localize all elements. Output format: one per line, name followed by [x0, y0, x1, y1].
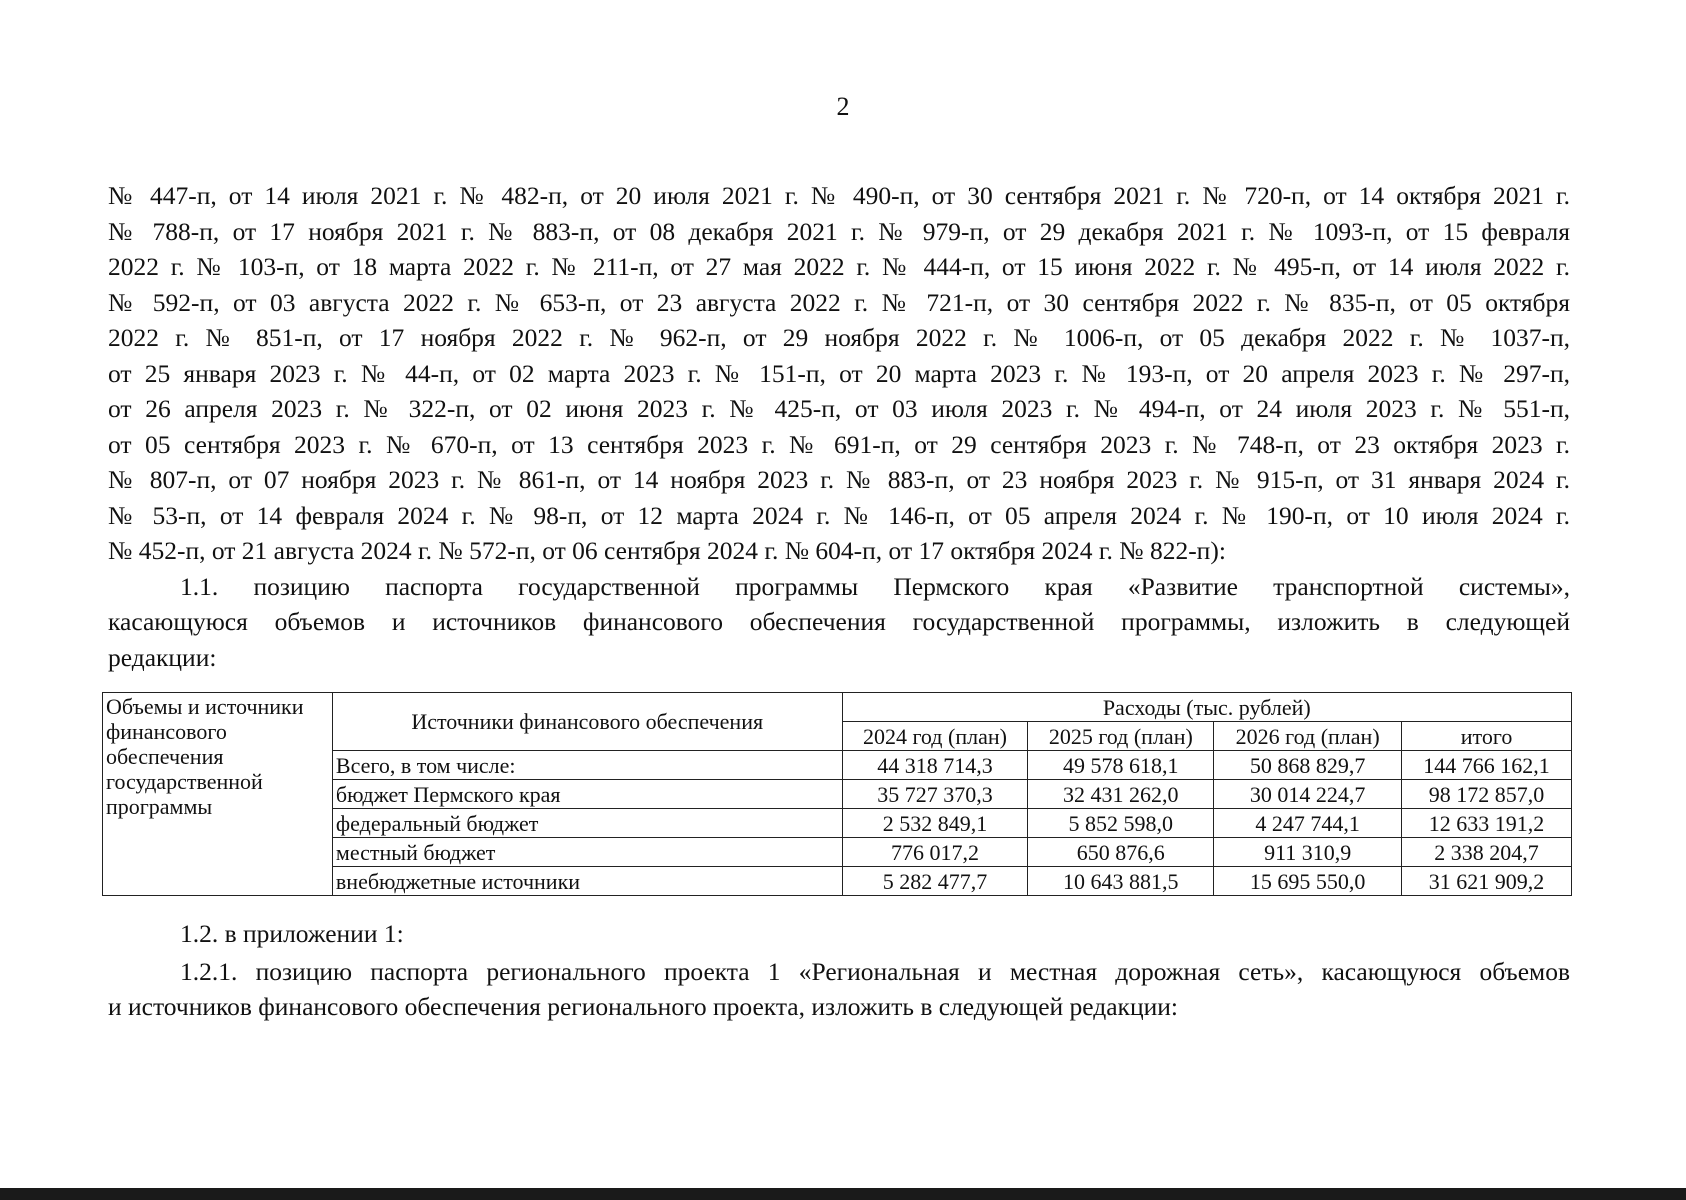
source-name: Всего, в том числе: — [332, 751, 842, 780]
total-cell: 98 172 857,0 — [1402, 780, 1572, 809]
value-cell: 49 578 618,1 — [1028, 751, 1214, 780]
value-cell: 4 247 744,1 — [1214, 809, 1402, 838]
value-cell: 5 282 477,7 — [842, 867, 1028, 896]
item-1-2-1-paragraph — [108, 954, 1570, 1025]
total-cell: 144 766 162,1 — [1402, 751, 1572, 780]
value-cell: 5 852 598,0 — [1028, 809, 1214, 838]
value-cell: 35 727 370,3 — [842, 780, 1028, 809]
value-cell: 10 643 881,5 — [1028, 867, 1214, 896]
source-name: местный бюджет — [332, 838, 842, 867]
year-header: 2025 год (план) — [1028, 722, 1214, 751]
table-header-row — [103, 693, 1572, 722]
value-cell: 15 695 550,0 — [1214, 867, 1402, 896]
paragraph-line: № 447-п, от 14 июля 2021 г. № 482-п, от 20 июля 2021 г. № 490-п, от 30 сентября 2021 г. № 720-п, от 14 октября 2021 г. — [108, 181, 1570, 210]
value-cell: 650 876,6 — [1028, 838, 1214, 867]
paragraph-line: и источников финансового обеспечения регионального проекта, изложить в следующей редакции: — [108, 992, 1178, 1021]
value-cell: 50 868 829,7 — [1214, 751, 1402, 780]
total-header: итого — [1402, 722, 1572, 751]
paragraph-line: от 25 января 2023 г. № 44-п, от 02 марта 2023 г. № 151-п, от 20 марта 2023 г. № 193-п, от 20 апреля 2023 г. № 297-п, — [108, 358, 1570, 388]
value-cell: 776 017,2 — [842, 838, 1028, 867]
total-cell: 12 633 191,2 — [1402, 809, 1572, 838]
paragraph-line: от 05 сентября 2023 г. № 670-п, от 13 сентября 2023 г. № 691-п, от 29 сентября 2023 г. № 748-п, от 23 октября 2023 г. — [108, 429, 1570, 459]
total-cell: 31 621 909,2 — [1402, 867, 1572, 896]
paragraph-line: 2022 г. № 103-п, от 18 марта 2022 г. № 211-п, от 27 мая 2022 г. № 444-п, от 15 июня 2022 г. № 495-п, от 14 июля 2022 г. — [108, 252, 1570, 281]
paragraph-line: № 452-п, от 21 августа 2024 г. № 572-п, от 06 сентября 2024 г. № 604-п, от 17 октября 2024 г. № 822-п): — [108, 536, 1226, 565]
appendix-section — [108, 916, 1570, 1025]
paragraph-line: № 807-п, от 07 ноября 2023 г. № 861-п, от 14 ноября 2023 г. № 883-п, от 23 ноября 2023 г. № 915-п, от 31 января 2024 г. — [108, 465, 1570, 494]
paragraph-line: от 26 апреля 2023 г. № 322-п, от 02 июня 2023 г. № 425-п, от 03 июля 2023 г. № 494-п, от 24 июля 2023 г. № 551-п, — [108, 394, 1570, 423]
scan-edge-bar — [0, 1188, 1686, 1200]
paragraph-line: № 788-п, от 17 ноября 2021 г. № 883-п, от 08 декабря 2021 г. № 979-п, от 29 декабря 2021 г. № 1093-п, от 15 февраля — [108, 216, 1570, 246]
paragraph-line: 2022 г. № 851-п, от 17 ноября 2022 г. № 962-п, от 29 ноября 2022 г. № 1006-п, от 05 декабря 2022 г. № 1037-п, — [108, 323, 1570, 352]
paragraph-line: 1.1. позицию паспорта государственной программы Пермского края «Развитие транспортной системы», — [180, 571, 1570, 601]
source-name: бюджет Пермского края — [332, 780, 842, 809]
source-name: федеральный бюджет — [332, 809, 842, 838]
paragraph-line: 1.2. в приложении 1: — [180, 919, 404, 948]
paragraph-line: № 53-п, от 14 февраля 2024 г. № 98-п, от 12 марта 2024 г. № 146-п, от 05 апреля 2024 г. № 190-п, от 10 июля 2024 г. — [108, 500, 1570, 530]
value-cell: 30 014 224,7 — [1214, 780, 1402, 809]
year-header: 2026 год (план) — [1214, 722, 1402, 751]
paragraph-line: касающуюся объемов и источников финансового обеспечения государственной программы, изложить в следующей — [108, 607, 1570, 636]
expenses-header: Расходы (тыс. рублей) — [842, 693, 1571, 722]
table-label-cell: Объемы и источники финансового обеспечения государственной программы — [103, 693, 333, 896]
financing-table — [102, 692, 1572, 896]
paragraph-line: № 592-п, от 03 августа 2022 г. № 653-п, от 23 августа 2022 г. № 721-п, от 30 сентября 2022 г. № 835-п, от 05 октября — [108, 287, 1570, 317]
source-name: внебюджетные источники — [332, 867, 842, 896]
item-1-1-paragraph — [108, 569, 1570, 676]
amendments-list-paragraph — [108, 178, 1570, 569]
year-header: 2024 год (план) — [842, 722, 1028, 751]
paragraph-line: 1.2.1. позицию паспорта регионального проекта 1 «Региональная и местная дорожная сеть», касающуюся объемов — [180, 956, 1570, 986]
page-number: 2 — [836, 92, 850, 121]
paragraph-line: редакции: — [108, 642, 217, 672]
value-cell: 911 310,9 — [1214, 838, 1402, 867]
total-cell: 2 338 204,7 — [1402, 838, 1572, 867]
document-body — [108, 178, 1570, 675]
value-cell: 44 318 714,3 — [842, 751, 1028, 780]
item-1-2-paragraph — [108, 916, 1570, 952]
value-cell: 32 431 262,0 — [1028, 780, 1214, 809]
value-cell: 2 532 849,1 — [842, 809, 1028, 838]
sources-header: Источники финансового обеспечения — [332, 693, 842, 751]
